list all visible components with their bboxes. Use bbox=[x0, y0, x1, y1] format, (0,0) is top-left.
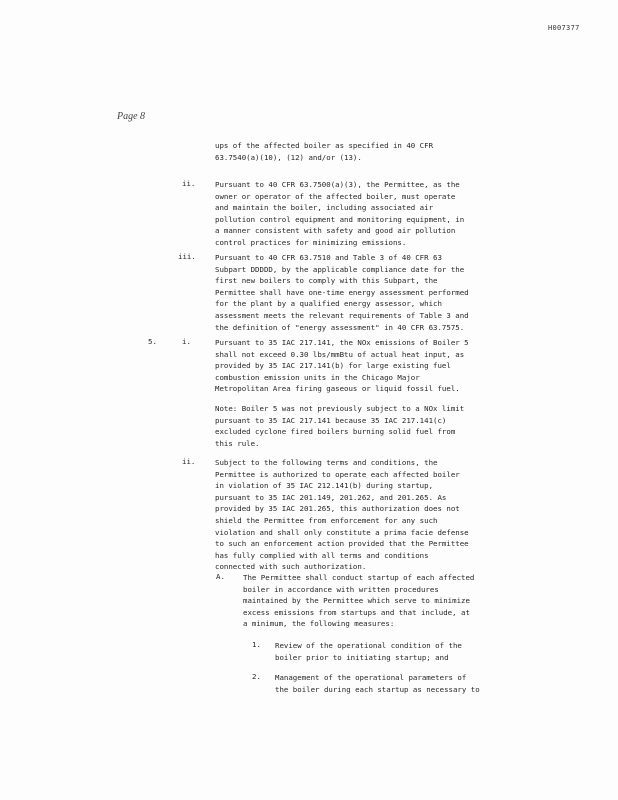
item-ii-text: Pursuant to 40 CFR 63.7500(a)(3), the Permittee, as the owner or operator of the affected boiler, must operate and maintain the boiler, including associated air pollution control equipment and monitoring equipment, in a manner consistent with safety and good air pollution control practices for minimizing emissions. bbox=[215, 180, 465, 247]
item-ii-marker: ii. bbox=[182, 179, 196, 188]
page-number-label: Page 8 bbox=[117, 111, 146, 122]
item-5-i-text: Pursuant to 35 IAC 217.141, the NOx emissions of Boiler 5 shall not exceed 0.30 lbs/mmBtu of actual heat input, as provided by 35 IAC 217.141(b) for large existing fuel combustion emission units in the Chicago Major Metropolitan Area firing gaseous or liquid fossil fuel. bbox=[215, 338, 469, 394]
section-5-marker: 5. bbox=[148, 337, 157, 346]
note-text: Note: Boiler 5 was not previously subject to a NOx limit pursuant to 35 IAC 217.141 because 35 IAC 217.141(c) excluded cyclone fired boilers burning solid fuel from this rule. bbox=[215, 404, 465, 448]
item-2-marker: 2. bbox=[252, 672, 261, 681]
item-iii-marker: iii. bbox=[178, 252, 196, 261]
item-ii-startup-text: Subject to the following terms and conditions, the Permittee is authorized to operate each affected boiler in violation of 35 IAC 212.141(b) during startup, pursuant to 35 IAC 201.149, 201.262, and 201.265. As provided by 35 IAC 201.265, this authorization does not shield the Permittee from enforcement for any such violation and shall only constitute a prima facie defense to such an enforcement action provided that the Permittee has fully complied with all terms and conditions connected with such authorization. bbox=[215, 458, 469, 572]
item-1-text: Review of the operational condition of the boiler prior to initiating startup; and bbox=[275, 641, 462, 662]
item-A-marker: A. bbox=[216, 572, 225, 581]
item-2-text: Management of the operational parameters of the boiler during each startup as necessary to bbox=[275, 673, 480, 694]
item-A-text: The Permittee shall conduct startup of each affected boiler in accordance with written procedures maintained by the Permittee which serve to minimize excess emissions from startups and that include, at a minimum, the following measures: bbox=[243, 573, 475, 629]
continuation-text: ups of the affected boiler as specified in 40 CFR 63.7540(a)(10), (12) and/or (13). bbox=[215, 141, 434, 162]
item-5-i-marker: i. bbox=[182, 337, 191, 346]
item-iii-text: Pursuant to 40 CFR 63.7510 and Table 3 of 40 CFR 63 Subpart DDDDD, by the applicable compliance date for the first new boilers to comply with this Subpart, the Permittee shall have one-time energy assessment performed for the plant by a qualified energy assessor, which assessment meets the relevant requirements of Table 3 and the definition of "energy assessment" in 40 CFR 63.7575. bbox=[215, 253, 469, 332]
item-1-marker: 1. bbox=[252, 640, 261, 649]
bates-number: H007377 bbox=[548, 24, 580, 32]
item-ii-startup-marker: ii. bbox=[182, 457, 196, 466]
